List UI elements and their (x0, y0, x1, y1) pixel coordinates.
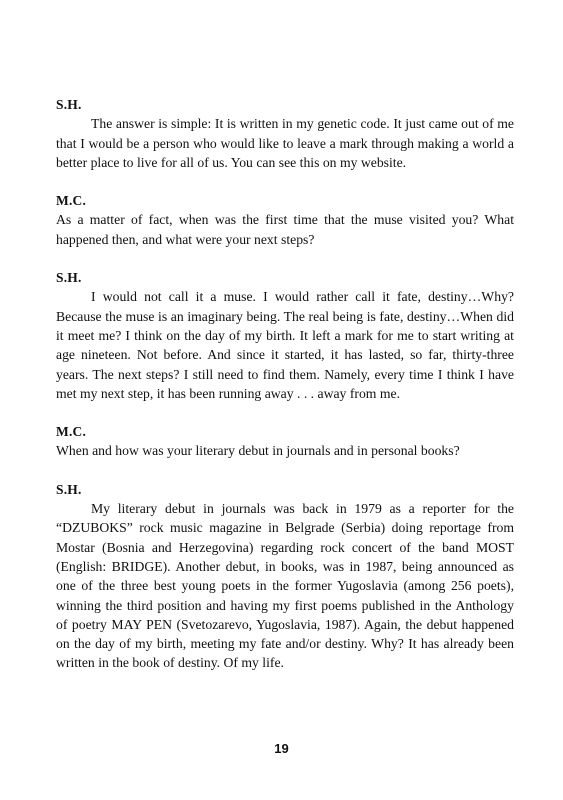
interview-text (56, 95, 514, 692)
speaker-label: S.H. (56, 97, 82, 112)
speaker-label: S.H. (56, 270, 82, 286)
answer-paragraph: My literary debut in journals was back in 1979 as a reporter for the “DZUBOKS” rock music magazine in Belgrade (Serbia) doing reportage from Mostar (Bosnia and Herzegovina) regarding rock concert of the band MOST (English: BRIDGE). Another debut, in books, was in 1987, being announced as one of the three best young poets in the former Yugoslavia (among 256 poets), winning the third position and having my first poems published in the Anthology of poetry MAY PEN (Svetozarevo, Yugoslavia, 1987). Again, the debut happened on the day of my birth, meeting my fate and/or destiny. Why? It has already been written in the book of destiny. Of my life. (56, 501, 514, 671)
question-block (56, 191, 514, 249)
question-block (56, 422, 514, 461)
speaker-label: S.H. (56, 481, 82, 497)
answer-block (56, 268, 514, 403)
answer-paragraph: The answer is simple: It is written in my genetic code. It just came out of me that I would be a person who would like to leave a mark through making a world a better place to live for all of us. You can see this on my website. (56, 116, 514, 170)
page-number: 19 (274, 741, 289, 756)
question-paragraph: When and how was your literary debut in journals and in personal books? (56, 443, 460, 459)
answer-block (56, 480, 514, 673)
answer-paragraph: I would not call it a muse. I would rather call it fate, destiny…Why? Because the muse is an imaginary being. The real being is fate, destiny…When did it meet me? I think on the day of my birth. It left a mark for me to start writing at age nineteen. Not before. And since it started, it has lasted, so far, thirty-three years. The next steps? I still need to find them. Namely, every time I think I have met my next step, it has been running away . . . away from me. (56, 289, 514, 401)
speaker-label: M.C. (56, 424, 87, 440)
speaker-label: M.C. (56, 193, 87, 209)
question-paragraph: As a matter of fact, when was the first time that the muse visited you? What happened then, and what were your next steps? (56, 212, 514, 247)
answer-block (56, 95, 514, 172)
